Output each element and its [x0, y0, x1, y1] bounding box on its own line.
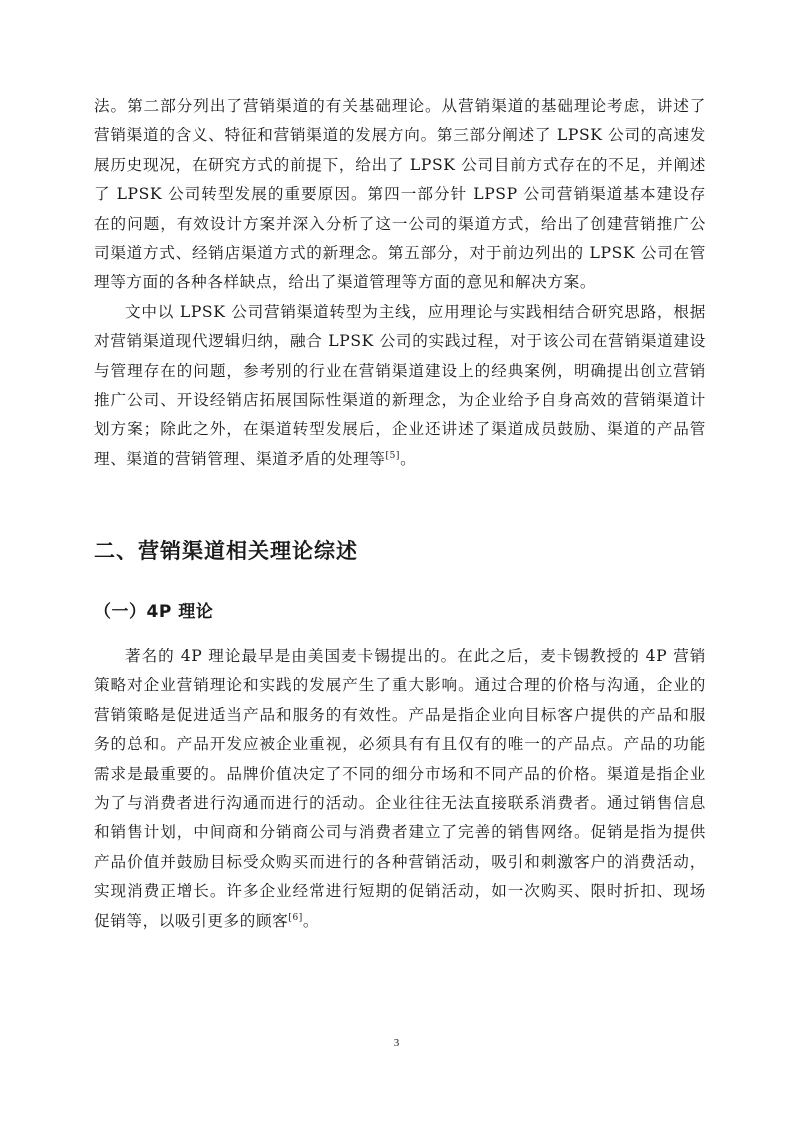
body-paragraph-1: 法。第二部分列出了营销渠道的有关基础理论。从营销渠道的基础理论考虑，讲述了营销渠道的含义、特征和营销渠道的发展方向。第三部分阐述了 LPSK 公司的高速发展历史现况，在研究方式的前提下，给出了 LPSK 公司目前方式存在的不足，并阐述了 LPSK 公司转型发展的重要原因。第四一部分针 LPSP 公司营销渠道基本建设存在的问题，有效设计方案并深入分析了这一公司的渠道方式，给出了创建营销推广公司渠道方式、经销店渠道方式的新理念。第五部分，对于前边列出的 LPSK 公司在管理等方面的各种各样缺点，给出了渠道管理等方面的意见和解决方案。 [94, 97, 706, 292]
paragraph-end: 。 [400, 449, 417, 468]
paragraph-end: 。 [302, 911, 320, 930]
theory-section [94, 642, 706, 936]
section-heading: 二、营销渠道相关理论综述 [94, 539, 358, 563]
page-number: 3 [393, 1037, 400, 1049]
intro-section [94, 92, 706, 474]
citation-ref: [5] [385, 450, 401, 461]
citation-ref: [6] [288, 912, 303, 923]
paragraph-text: 文中以 LPSK 公司营销渠道转型为主线，应用理论与实践相结合研究思路，根据对营销渠道现代逻辑归纳，融合 LPSK 公司的实践过程，对于该公司在营销渠道建设与管理存在的问题，参考别的行业在营销渠道建设上的经典案例，明确提出创立营销推广公司、开设经销店拓展国际性渠道的新理念，为企业给予自身高效的营销渠道计划方案；除此之外，在渠道转型发展后，企业还讲述了渠道成员鼓励、渠道的产品管理、渠道的营销管理、渠道矛盾的处理等 [94, 302, 706, 468]
body-paragraph-4p [94, 642, 706, 936]
paragraph-text: 著名的 4P 理论最早是由美国麦卡锡提出的。在此之后，麦卡锡教授的 4P 营销策略对企业营销理论和实践的发展产生了重大影响。通过合理的价格与沟通，企业的营销策略是促进适当产品和服务的有效性。产品是指企业向目标客户提供的产品和服务的总和。产品开发应被企业重视，必须具有有且仅有的唯一的产品点。产品的功能需求是最重要的。品牌价值决定了不同的细分市场和不同产品的价格。渠道是指企业为了与消费者进行沟通而进行的活动。企业往往无法直接联系消费者。通过销售信息和销售计划，中间商和分销商公司与消费者建立了完善的销售网络。促销是指为提供产品价值并鼓励目标受众购买而进行的各种营销活动，吸引和刺激客户的消费活动，实现消费正增长。许多企业经常进行短期的促销活动，如一次购买、限时折扣、现场促销等，以吸引更多的顾客 [94, 647, 706, 930]
body-paragraph-2 [94, 298, 706, 474]
subsection-heading: （一）4P 理论 [94, 602, 214, 622]
